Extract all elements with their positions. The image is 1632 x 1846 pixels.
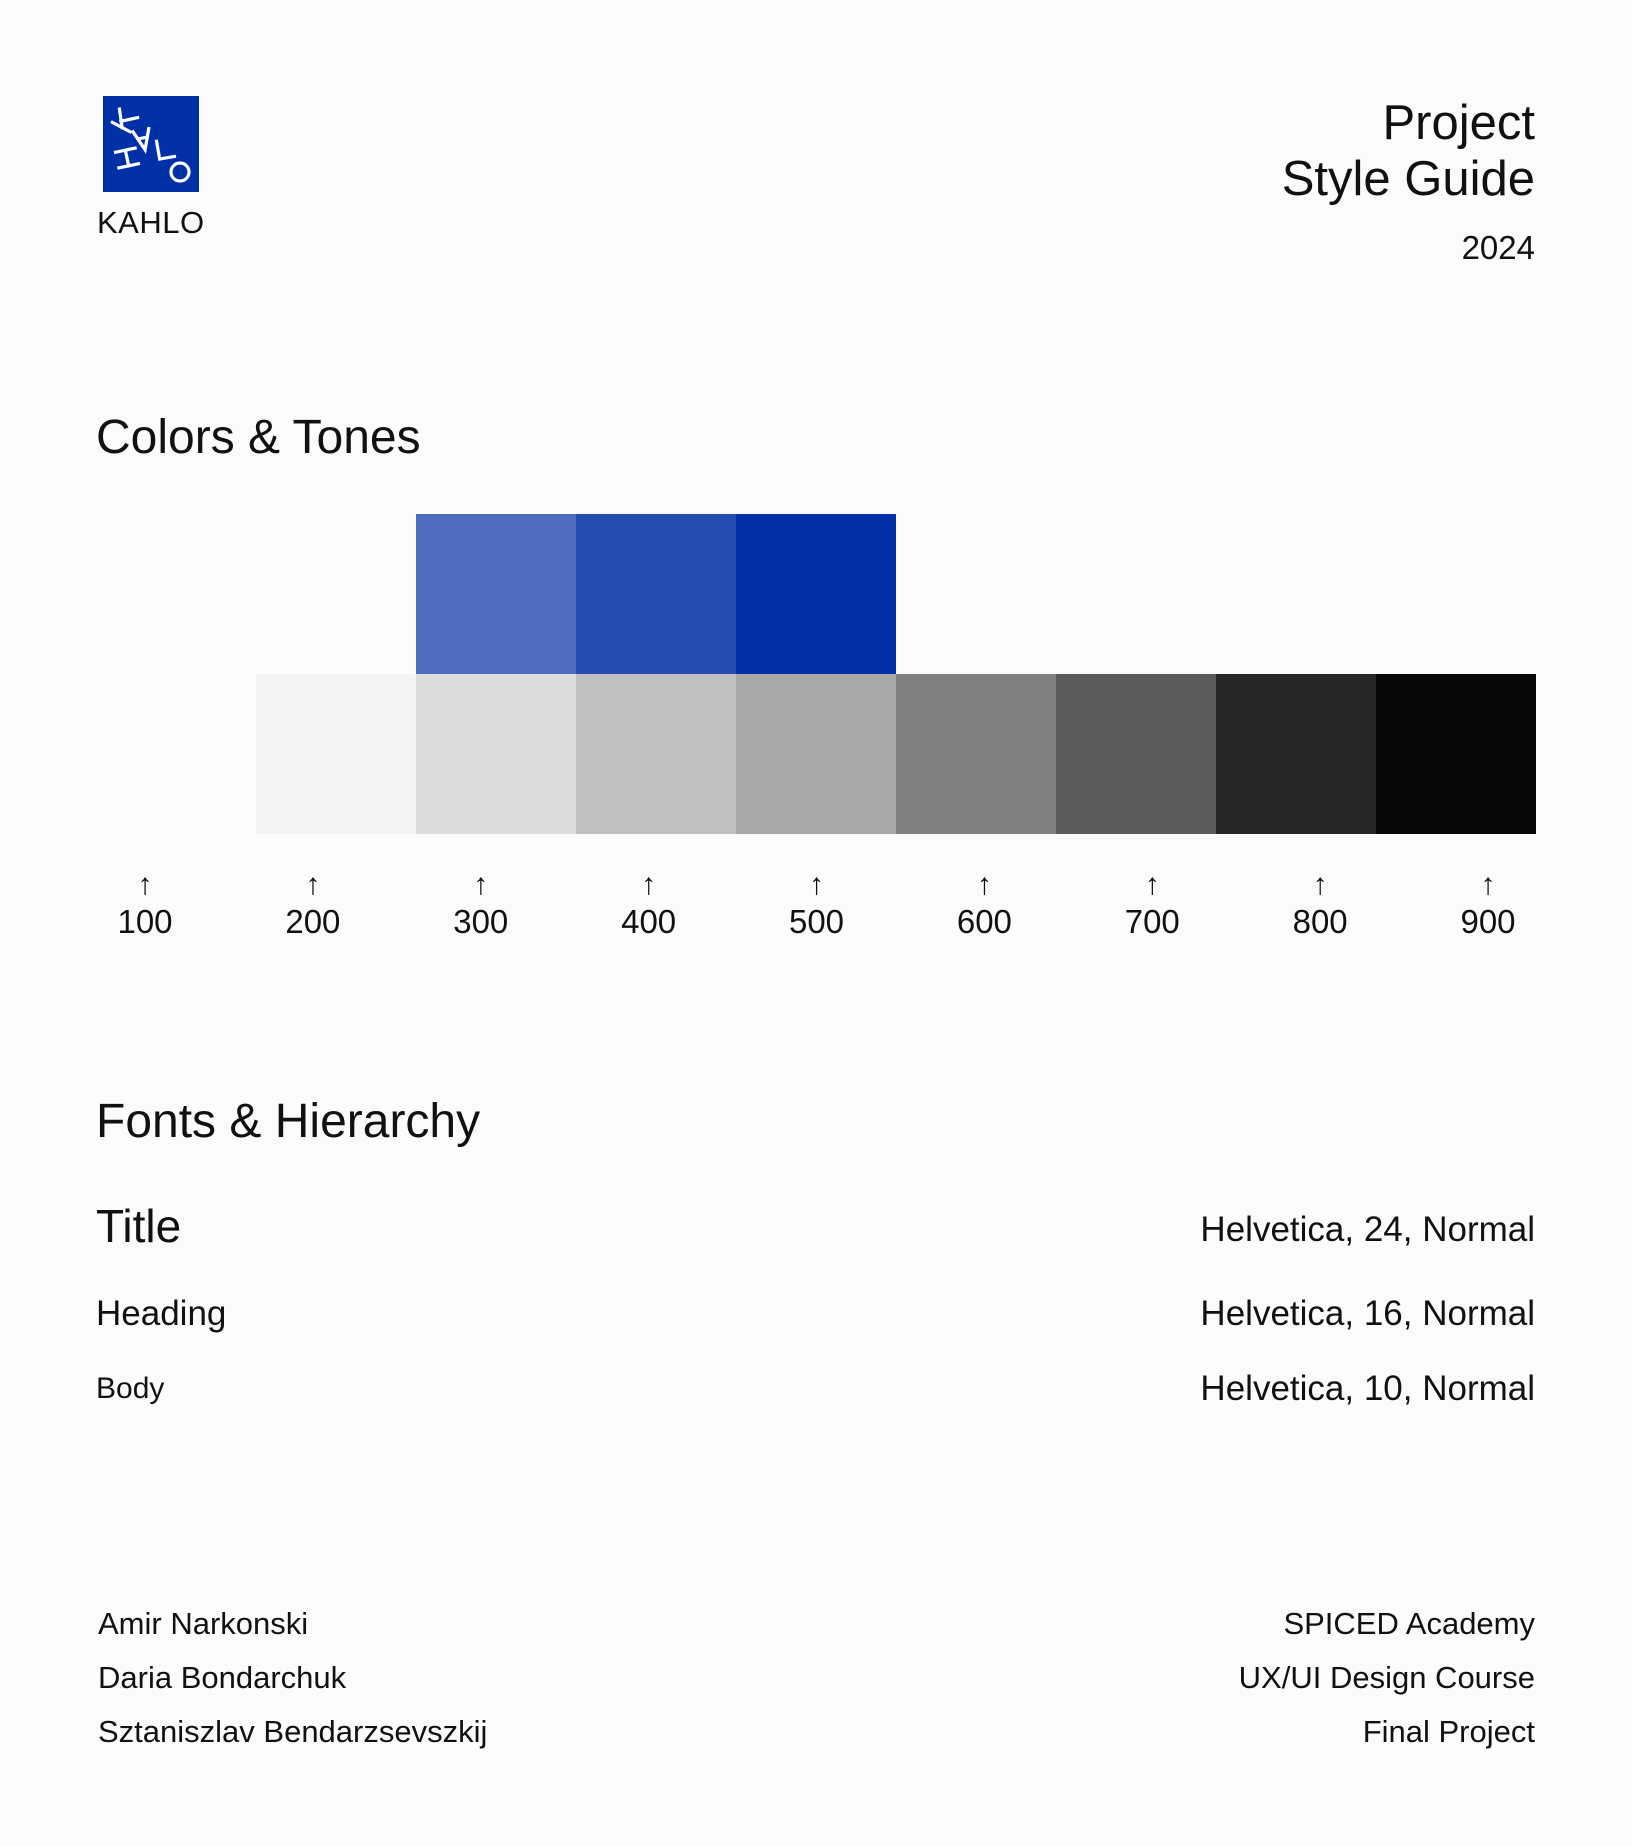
tone-label: 500 (788, 903, 845, 940)
kahlo-logo-mark (103, 96, 199, 192)
gray-tone-swatch (1376, 674, 1536, 834)
gray-tone-swatch (416, 674, 576, 834)
tone-marker (924, 868, 1044, 942)
project-type: Final Project (1362, 1714, 1535, 1749)
tone-label: 300 (453, 903, 509, 940)
project-title (935, 95, 1535, 207)
arrow-up-icon: ↑ (137, 868, 153, 901)
gray-tone-swatch (736, 674, 896, 834)
gray-tone-swatch (896, 674, 1056, 834)
font-row-heading (96, 1280, 1535, 1340)
arrow-up-icon: ↑ (641, 868, 657, 901)
author-name: Amir Narkonski (98, 1606, 309, 1641)
tone-label: 800 (1292, 903, 1348, 940)
tone-label: 600 (956, 903, 1012, 940)
fonts-section-heading: Fonts & Hierarchy (96, 1095, 481, 1148)
brand-tone-swatch (416, 514, 576, 674)
gray-tone-row (256, 674, 1536, 834)
tone-label: 400 (621, 903, 677, 940)
author-name: Daria Bondarchuk (98, 1660, 347, 1695)
tone-marker (253, 868, 373, 942)
arrow-up-icon: ↑ (976, 868, 992, 901)
project-title-line1: Project (1382, 96, 1535, 150)
tone-marker (757, 868, 877, 942)
brand-tone-row (416, 514, 896, 674)
tone-label: 100 (117, 903, 173, 940)
author-list (98, 1597, 487, 1759)
author-name: Sztaniszlav Bendarzsevszkij (98, 1714, 488, 1749)
gray-tone-swatch (576, 674, 736, 834)
institution-info (1239, 1597, 1535, 1759)
tone-marker (85, 868, 205, 942)
institution-name: SPICED Academy (1283, 1606, 1535, 1641)
font-spec-title: Helvetica, 24, Normal (1200, 1210, 1535, 1249)
arrow-up-icon: ↑ (1480, 868, 1496, 901)
gray-tone-swatch (1056, 674, 1216, 834)
font-spec-body: Helvetica, 10, Normal (1200, 1369, 1535, 1408)
gray-tone-swatch (256, 674, 416, 834)
brand-tone-swatch (736, 514, 896, 674)
project-title-line2: Style Guide (1281, 152, 1535, 206)
tone-marker (1092, 868, 1212, 942)
tone-label: 900 (1460, 903, 1516, 940)
project-year: 2024 (1461, 229, 1535, 266)
gray-tone-swatch (1216, 674, 1376, 834)
arrow-up-icon: ↑ (1144, 868, 1160, 901)
tone-marker (589, 868, 709, 942)
font-row-body (96, 1355, 1535, 1415)
arrow-up-icon: ↑ (809, 868, 824, 901)
brand-tone-swatch (576, 514, 736, 674)
tone-marker (421, 868, 541, 942)
font-sample-title: Title (96, 1200, 182, 1252)
arrow-up-icon: ↑ (473, 868, 489, 901)
tone-scale (0, 868, 1632, 958)
tone-marker (1428, 868, 1548, 942)
arrow-up-icon: ↑ (305, 868, 321, 901)
font-spec-heading: Helvetica, 16, Normal (1200, 1294, 1535, 1333)
tone-marker (1260, 868, 1380, 942)
font-row-title (96, 1196, 1535, 1256)
font-sample-heading: Heading (96, 1294, 227, 1333)
arrow-up-icon: ↑ (1312, 868, 1328, 901)
tone-label: 700 (1124, 903, 1180, 940)
tone-label: 200 (285, 903, 341, 940)
colors-section-heading: Colors & Tones (96, 411, 421, 464)
brand-name: KAHLO (97, 205, 205, 240)
font-sample-body: Body (96, 1372, 165, 1405)
course-name: UX/UI Design Course (1238, 1660, 1535, 1695)
